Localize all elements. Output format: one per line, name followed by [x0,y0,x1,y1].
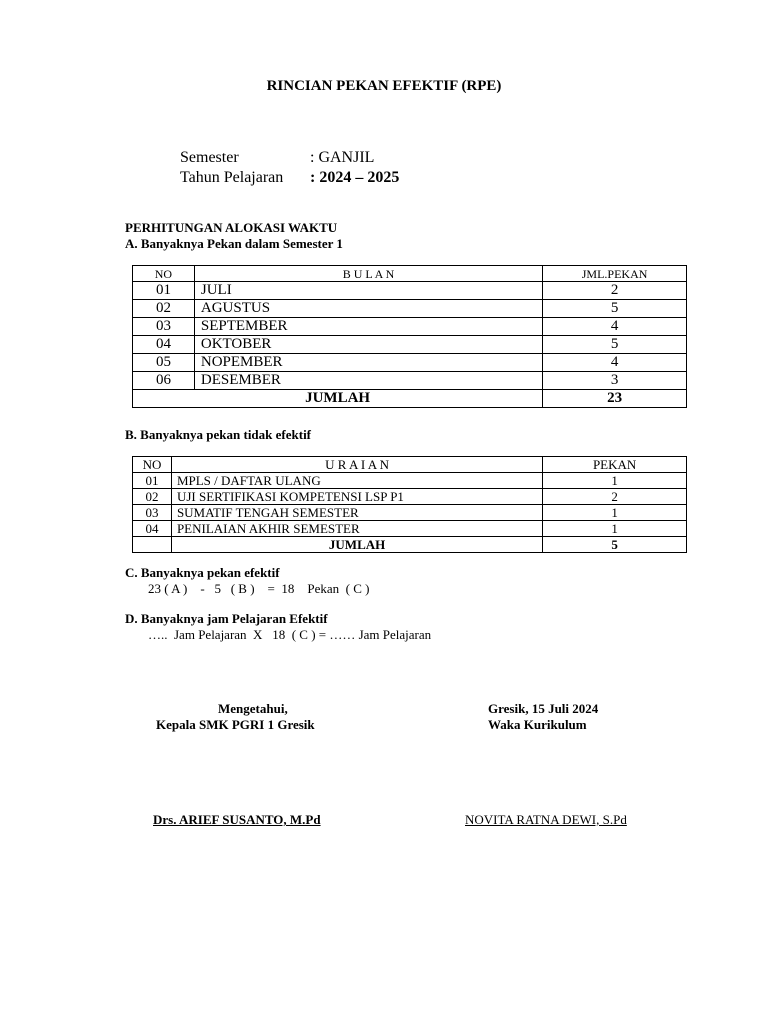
table-row [133,473,687,489]
cell-bulan: DESEMBER [194,372,542,390]
section-d-title: D. Banyaknya jam Pelajaran Efektif [125,611,328,626]
cell-uraian: MPLS / DAFTAR ULANG [171,473,542,489]
cell-pekan: 2 [543,489,687,505]
table-row [133,282,687,300]
cell-bulan: JULI [194,282,542,300]
section-d-formula: ….. Jam Pelajaran X 18 ( C ) = …… Jam Pelajaran [148,627,432,642]
table-row [133,354,687,372]
table-row [133,505,687,521]
section-c-formula: 23 ( A ) - 5 ( B ) = 18 Pekan ( C ) [148,581,370,596]
section-b-title: B. Banyaknya pekan tidak efektif [125,427,312,442]
table-row [133,521,687,537]
table-total-row [133,390,687,408]
cell-no: 02 [133,489,172,505]
cell-no: 03 [133,318,195,336]
cell-no: 01 [133,473,172,489]
cell-no: 04 [133,521,172,537]
cell-pekan: 2 [543,282,687,300]
cell-pekan: 5 [543,300,687,318]
table-row [133,372,687,390]
cell-uraian: PENILAIAN AKHIR SEMESTER [171,521,542,537]
left-signature-line1: Mengetahui, [218,701,288,716]
header-no: NO [133,266,195,282]
semester-value: : GANJIL [310,149,375,166]
tahun-value: : 2024 – 2025 [310,169,400,186]
cell-no: 02 [133,300,195,318]
cell-bulan: SEPTEMBER [194,318,542,336]
semester-info [180,148,399,188]
empty-cell [133,537,172,553]
cell-pekan: 1 [543,521,687,537]
cell-no: 04 [133,336,195,354]
cell-no: 05 [133,354,195,372]
left-signature-line2: Kepala SMK PGRI 1 Gresik [156,717,315,732]
cell-no: 03 [133,505,172,521]
header-uraian: U R A I A N [171,457,542,473]
total-value: 23 [543,390,687,408]
cell-pekan: 1 [543,473,687,489]
page-title: RINCIAN PEKAN EFEKTIF (RPE) [266,78,502,94]
header-pekan: PEKAN [543,457,687,473]
cell-pekan: 5 [543,336,687,354]
table-total-row [133,537,687,553]
table-row [133,300,687,318]
cell-pekan: 3 [543,372,687,390]
cell-pekan: 1 [543,505,687,521]
tahun-label: Tahun Pelajaran [180,169,284,186]
table-row [133,489,687,505]
cell-bulan: OKTOBER [194,336,542,354]
table-pekan-tidak-efektif [132,456,687,553]
cell-pekan: 4 [543,318,687,336]
table-header-row [133,266,687,282]
total-label: JUMLAH [133,390,543,408]
header-no: NO [133,457,172,473]
section-heading: PERHITUNGAN ALOKASI WAKTU [125,220,338,235]
header-bulan: B U L A N [194,266,542,282]
semester-label: Semester [180,149,239,166]
section-a-title: A. Banyaknya Pekan dalam Semester 1 [125,236,343,251]
header-jml-pekan: JML.PEKAN [543,266,687,282]
total-value: 5 [543,537,687,553]
right-signature-line1: Gresik, 15 Juli 2024 [488,701,599,716]
section-c-title: C. Banyaknya pekan efektif [125,565,280,580]
total-label: JUMLAH [171,537,542,553]
cell-uraian: UJI SERTIFIKASI KOMPETENSI LSP P1 [171,489,542,505]
table-header-row [133,457,687,473]
cell-no: 06 [133,372,195,390]
cell-no: 01 [133,282,195,300]
table-row [133,336,687,354]
table-row [133,318,687,336]
right-signature-name: NOVITA RATNA DEWI, S.Pd [465,812,627,827]
cell-bulan: NOPEMBER [194,354,542,372]
cell-uraian: SUMATIF TENGAH SEMESTER [171,505,542,521]
cell-bulan: AGUSTUS [194,300,542,318]
left-signature-name: Drs. ARIEF SUSANTO, M.Pd [153,812,321,827]
cell-pekan: 4 [543,354,687,372]
right-signature-line2: Waka Kurikulum [488,717,587,732]
table-pekan-semester [132,265,687,408]
